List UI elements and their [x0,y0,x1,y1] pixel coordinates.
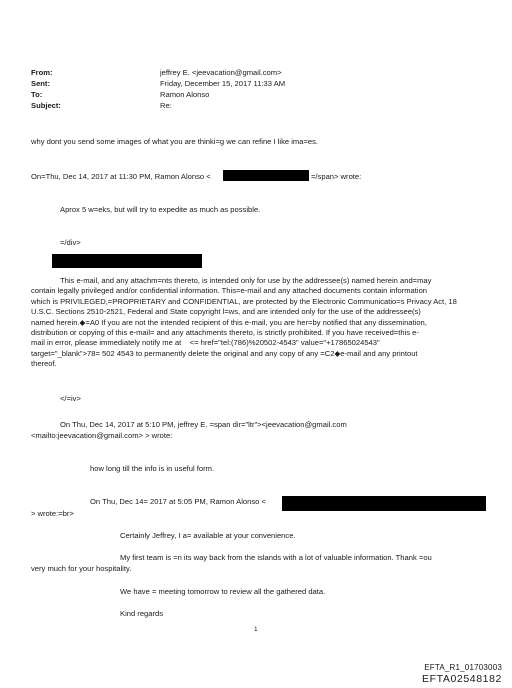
from-value: jeffrey E. <jeevacation@gmail.com> [160,68,282,77]
message-line: why dont you send some images of what you are thinki=g we can refine I like ima=es. [31,137,319,146]
from-label: From: [31,68,53,77]
redaction-box [223,170,309,181]
sent-value: Friday, December 15, 2017 11:33 AM [160,79,286,88]
page-number: 1 [254,626,258,633]
quote-header-3: On Thu, Dec 14= 2017 at 5:05 PM, Ramon Alonso < [90,497,266,506]
first-team-line: My first team is =n its way back from the islands with a lot of valuable information. Thank =ou [120,553,432,562]
disclaimer-line: target="_blank">78= 502 4543 to permanently delete the original and any copy of any =C2◆e-mail and any printout [31,349,418,358]
disclaimer-line: This e-mail, and any attachm=nts thereto, is intended only for use by the addressee(s) named herein and=may [60,276,432,285]
to-value: Ramon Alonso [160,90,210,99]
first-team-line-cont: very much for your hospitality. [31,564,132,573]
bates-stamp-small: EFTA_R1_01703003 [424,663,502,672]
subject-value: Re: [160,101,172,110]
subject-label: Subject: [31,101,61,110]
meeting-line: We have = meeting tomorrow to review all the gathered data. [120,587,326,596]
disclaimer-line: named herein.◆=A0 If you are not the intended recipient of this e-mail, you are her=by notified that any dissemination, [31,318,427,327]
disclaimer-line: U.S.C. Sections 2510-2521, Federal and State copyright l=ws, and are intended only for the use of the addressee(s) [31,307,421,316]
regards-line: Kind regards [120,609,164,618]
div-close-text: =/div> [60,238,81,247]
disclaimer-line: thereof. [31,359,57,368]
disclaimer-line: distribution or copying of this e-mail= and any attachments thereto, is strictly prohibited. If you have received=this e- [31,328,419,337]
how-long-line: how long till the info is in useful form. [90,464,215,473]
quote-header-1: On=Thu, Dec 14, 2017 at 11:30 PM, Ramon Alonso < [31,172,211,181]
quote-header-2: On Thu, Dec 14, 2017 at 5:10 PM, jeffrey E. =span dir="ltr"><jeevacation@gmail.com [60,420,347,429]
disclaimer-line: contain legally privileged and/or confidential information. This=e-mail and any attached documents contain information [31,286,428,295]
redaction-box [282,496,486,511]
redaction-box [52,254,202,268]
certainly-line: Certainly Jeffrey, I a= available at your convenience. [120,531,296,540]
disclaimer-line: mail in error, please immediately notify me at <= href="tel:(786)%20502-4543" value="+17865024543" [31,338,380,347]
quote-header-3-suffix: > wrote:=br> [31,509,74,518]
iv-close-text: </=iv> [60,394,81,403]
bates-stamp-large: EFTA02548182 [422,673,502,685]
disclaimer-line: which is PRIVILEGED,=PROPRIETARY and CONFIDENTIAL, are protected by the Electronic Communicatio=s Privacy Act, 18 [31,297,457,306]
aprox-line: Aprox 5 w=eks, but will try to expedite as much as possible. [60,205,261,214]
sent-label: Sent: [31,79,50,88]
quote-header-1-suffix: =/span> wrote: [311,172,362,181]
to-label: To: [31,90,43,99]
quote-header-2-cont: <mailto:jeevacation@gmail.com> > wrote: [31,431,173,440]
